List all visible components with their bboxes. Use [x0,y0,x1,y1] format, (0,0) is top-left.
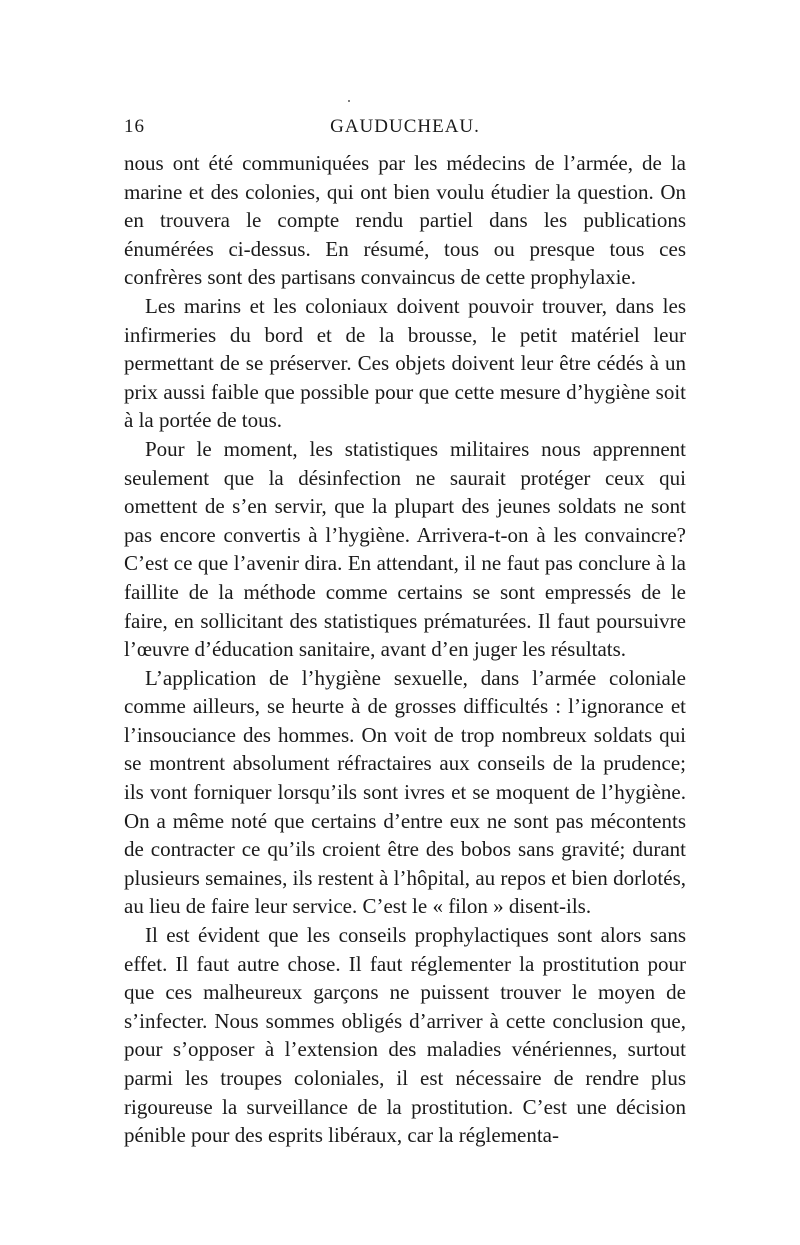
print-speck [348,100,350,102]
paragraph-4: L’application de l’hygiène sexuelle, dans l’armée coloniale comme ailleurs, se heurte à de grosses difficultés : l’ignorance et l’insouciance des hommes. On voit de trop nombreux soldats qui se montrent absolument réfractaires aux conseils de la prudence; ils vont forniquer lorsqu’ils sont ivres et se moquent de l’hygiène. On a même noté que certains d’entre eux ne sont pas mécontents de contracter ce qu’ils croient être des bobos sans gravité; durant plusieurs semaines, ils restent à l’hôpital, au repos et bien dorlotés, au lieu de faire leur service. C’est le « filon » disent-ils. [124,665,686,919]
body-text [124,149,686,1150]
paragraph-5: Il est évident que les conseils prophylactiques sont alors sans effet. Il faut autre chose. Il faut réglementer la prostitution pour que ces malheureux garçons ne puissent trouver le moyen de s’infecter. Nous sommes obligés d’arriver à cette conclusion que, pour s’opposer à l’extension des maladies vénériennes, surtout parmi les troupes coloniales, il est nécessaire de rendre plus rigoureuse la surveillance de la prostitution. C’est une décision pénible pour des esprits libéraux, car la réglementa- [124,923,686,1148]
paragraph-1: nous ont été communiquées par les médecins de l’armée, de la marine et des colonies, qui ont bien voulu étudier la question. On en trouvera le compte rendu partiel dans les publications énumérées ci-dessus. En résumé, tous ou presque tous ces confrères sont des partisans convaincus de cette prophylaxie. [124,151,686,290]
paragraph-3: Pour le moment, les statistiques militaires nous apprennent seulement que la désinfection ne saurait protéger ceux qui omettent de s’en servir, que la plupart des jeunes soldats ne sont pas encore convertis à l’hygiène. Arrivera-t-on à les convaincre? C’est ce que l’avenir dira. En attendant, il ne faut pas conclure à la faillite de la méthode comme certains se sont empressés de le faire, en sollicitant des statistiques prématurées. Il faut poursuivre l’œuvre d’éducation sanitaire, avant d’en juger les résultats. [124,436,686,662]
page-number: 16 [124,116,145,137]
running-title: GAUDUCHEAU. [330,116,480,137]
running-head [124,116,686,146]
paragraph-2: Les marins et les coloniaux doivent pouvoir trouver, dans les infirmeries du bord et de la brousse, le petit matériel leur permettant de se préserver. Ces objets doivent leur être cédés à un prix aussi faible que possible pour que cette mesure d’hygiène soit à la portée de tous. [124,293,686,433]
